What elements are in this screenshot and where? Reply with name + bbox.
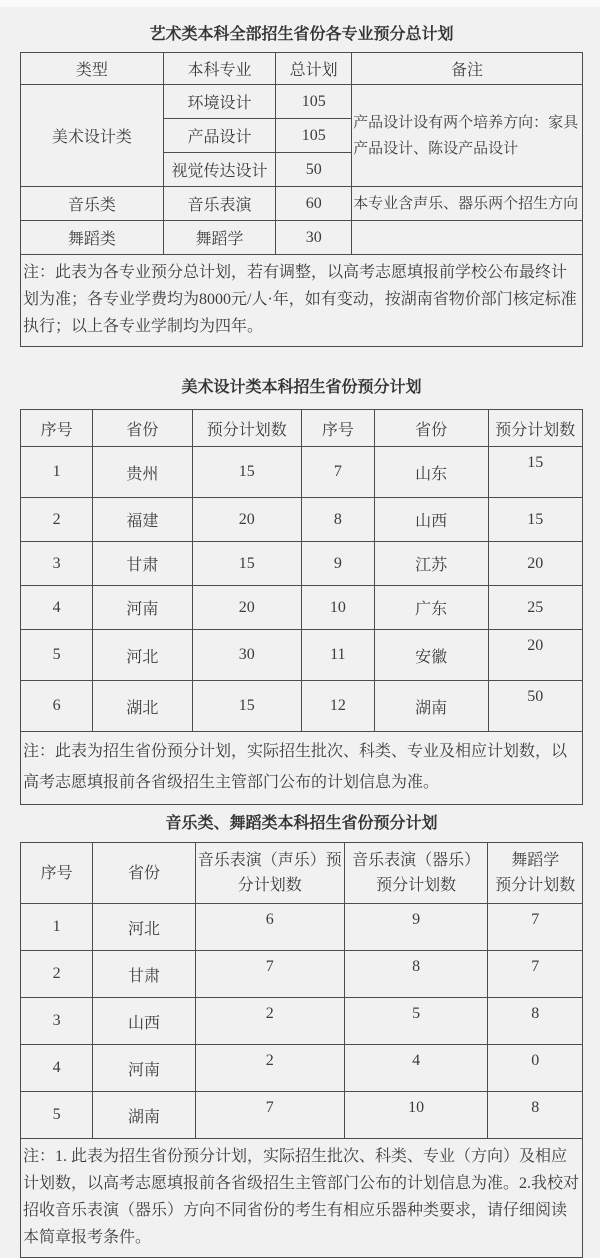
table1-header-row [21,53,583,85]
cell-instrumental-plan: 5 [344,998,488,1045]
cell-index: 11 [301,630,374,681]
top-margin-strip [0,0,600,7]
header-line: 分计划数 [237,877,302,894]
cell-category-dance: 舞蹈类 [21,221,164,255]
table-row [21,187,583,221]
cell-major: 产品设计 [163,119,276,153]
remark-line: 产品设计、陈设产品设计 [353,140,519,157]
cell-index: 4 [21,586,93,630]
col-header-province: 省份 [93,410,192,447]
cell-index: 8 [301,498,374,542]
cell-plan: 105 [276,85,352,119]
cell-instrumental-plan: 4 [344,1045,488,1092]
cell-plan: 15 [192,681,301,732]
col-header-dance-plan [488,843,583,904]
cell-index: 5 [21,1092,93,1139]
cell-plan: 20 [488,542,582,586]
cell-plan: 30 [192,630,301,681]
cell-plan: 105 [276,119,352,153]
cell-plan: 60 [276,187,352,221]
cell-province: 河北 [93,630,192,681]
cell-province: 广东 [374,586,488,630]
cell-province: 山东 [374,447,488,498]
col-header-major: 本科专业 [163,53,276,85]
cell-index: 6 [21,681,93,732]
cell-plan: 15 [488,447,582,498]
cell-instrumental-plan: 8 [344,951,488,998]
table2-note: 注：此表为招生省份预分计划，实际招生批次、科类、专业及相应计划数，以高考志愿填报前各省级招生主管部门公布的计划信息为准。 [21,732,583,805]
cell-index: 5 [21,630,93,681]
cell-major: 音乐表演 [163,187,276,221]
cell-remark-design [352,85,583,187]
table-row [21,998,583,1045]
cell-remark-music: 本专业含声乐、器乐两个招生方向 [352,187,583,221]
cell-province: 河南 [93,1045,195,1092]
header-line: 预分计划数 [495,877,576,894]
cell-index: 1 [21,447,93,498]
cell-major: 舞蹈学 [163,221,276,255]
col-header-province: 省份 [374,410,488,447]
table-row [21,586,583,630]
cell-index: 9 [301,542,374,586]
cell-instrumental-plan: 9 [344,904,488,951]
table-row [21,85,583,119]
cell-index: 2 [21,951,93,998]
cell-vocal-plan: 2 [195,998,344,1045]
col-header-type: 类型 [21,53,164,85]
cell-index: 2 [21,498,93,542]
cell-province: 河南 [93,586,192,630]
table-row [21,221,583,255]
cell-province: 山西 [93,998,195,1045]
table2-note-row [21,732,583,805]
enrollment-plan-document [0,7,600,1258]
cell-plan: 20 [192,586,301,630]
col-header-plan: 预分计划数 [192,410,301,447]
cell-province: 甘肃 [93,542,192,586]
cell-vocal-plan: 7 [195,951,344,998]
table-row [21,630,583,681]
cell-province: 河北 [93,904,195,951]
cell-plan: 30 [276,221,352,255]
col-header-index: 序号 [301,410,374,447]
table-row [21,1045,583,1092]
col-header-index: 序号 [21,410,93,447]
table3-note-row [21,1139,583,1258]
cell-index: 10 [301,586,374,630]
header-line: 舞蹈学 [511,852,560,869]
cell-index: 12 [301,681,374,732]
cell-index: 1 [21,904,93,951]
col-header-plan: 预分计划数 [488,410,582,447]
cell-remark-dance [352,221,583,255]
cell-vocal-plan: 7 [195,1092,344,1139]
cell-category-music: 音乐类 [21,187,164,221]
table-music-dance-plan-by-province [20,842,583,1258]
table-row [21,1092,583,1139]
cell-plan: 15 [192,447,301,498]
table-row [21,447,583,498]
header-line: 音乐表演（声乐）预 [197,852,342,869]
cell-province: 江苏 [374,542,488,586]
col-header-index: 序号 [21,843,93,904]
col-header-total: 总计划 [276,53,352,85]
cell-province: 贵州 [93,447,192,498]
table-row [21,681,583,732]
cell-province: 甘肃 [93,951,195,998]
table2-title: 美术设计类本科招生省份预分计划 [181,379,422,396]
cell-category-design: 美术设计类 [21,85,164,187]
cell-index: 3 [21,542,93,586]
cell-index: 4 [21,1045,93,1092]
header-line: 音乐表演（器乐） [352,852,481,869]
table-row [21,904,583,951]
table3-title: 音乐类、舞蹈类本科招生省份预分计划 [165,815,438,832]
table-row [21,951,583,998]
cell-province: 安徽 [374,630,488,681]
cell-major: 视觉传达设计 [163,153,276,187]
remark-line: 产品设计设有两个培养方向：家具 [353,114,579,131]
cell-plan: 50 [276,153,352,187]
col-header-remark: 备注 [352,53,583,85]
cell-plan: 20 [192,498,301,542]
col-header-vocal-plan [195,843,344,904]
cell-plan: 50 [488,681,582,732]
col-header-instrumental-plan [344,843,488,904]
cell-dance-plan: 7 [488,904,583,951]
cell-province: 湖南 [93,1092,195,1139]
cell-vocal-plan: 2 [195,1045,344,1092]
table1-title: 艺术类本科全部招生省份各专业预分总计划 [149,26,454,43]
cell-vocal-plan: 6 [195,904,344,951]
table-row [21,542,583,586]
table3-note: 注：1. 此表为招生省份预分计划，实际招生批次、科类、专业（方向）及相应计划数，以高考志愿填报前各省级招生主管部门公布的计划信息为准。2.我校对招收音乐表演（器乐）方向不同省份的考生有相应乐器种类要求，请仔细阅读本简章报考条件。 [21,1139,583,1258]
cell-province: 山西 [374,498,488,542]
cell-plan: 15 [192,542,301,586]
cell-dance-plan: 7 [488,951,583,998]
col-header-province: 省份 [93,843,195,904]
cell-province: 湖南 [374,681,488,732]
table2-header-row [21,410,583,447]
cell-plan: 20 [488,630,582,681]
cell-plan: 25 [488,586,582,630]
cell-province: 福建 [93,498,192,542]
cell-dance-plan: 0 [488,1045,583,1092]
cell-index: 3 [21,998,93,1045]
table1-note-row [21,255,583,347]
cell-province: 湖北 [93,681,192,732]
cell-dance-plan: 8 [488,998,583,1045]
cell-dance-plan: 8 [488,1092,583,1139]
table-design-plan-by-province [20,409,583,805]
table1-note: 注：此表为各专业预分总计划，若有调整，以高考志愿填报前学校公布最终计划为准；各专业学费均为8000元/人·年，如有变动，按湖南省物价部门核定标准执行；以上各专业学制均为四年。 [21,255,583,347]
cell-plan: 15 [488,498,582,542]
cell-instrumental-plan: 10 [344,1092,488,1139]
table-row [21,498,583,542]
cell-index: 7 [301,447,374,498]
table-total-plan-by-major [20,52,583,347]
cell-major: 环境设计 [163,85,276,119]
header-line: 预分计划数 [376,877,457,894]
table3-header-row [21,843,583,904]
